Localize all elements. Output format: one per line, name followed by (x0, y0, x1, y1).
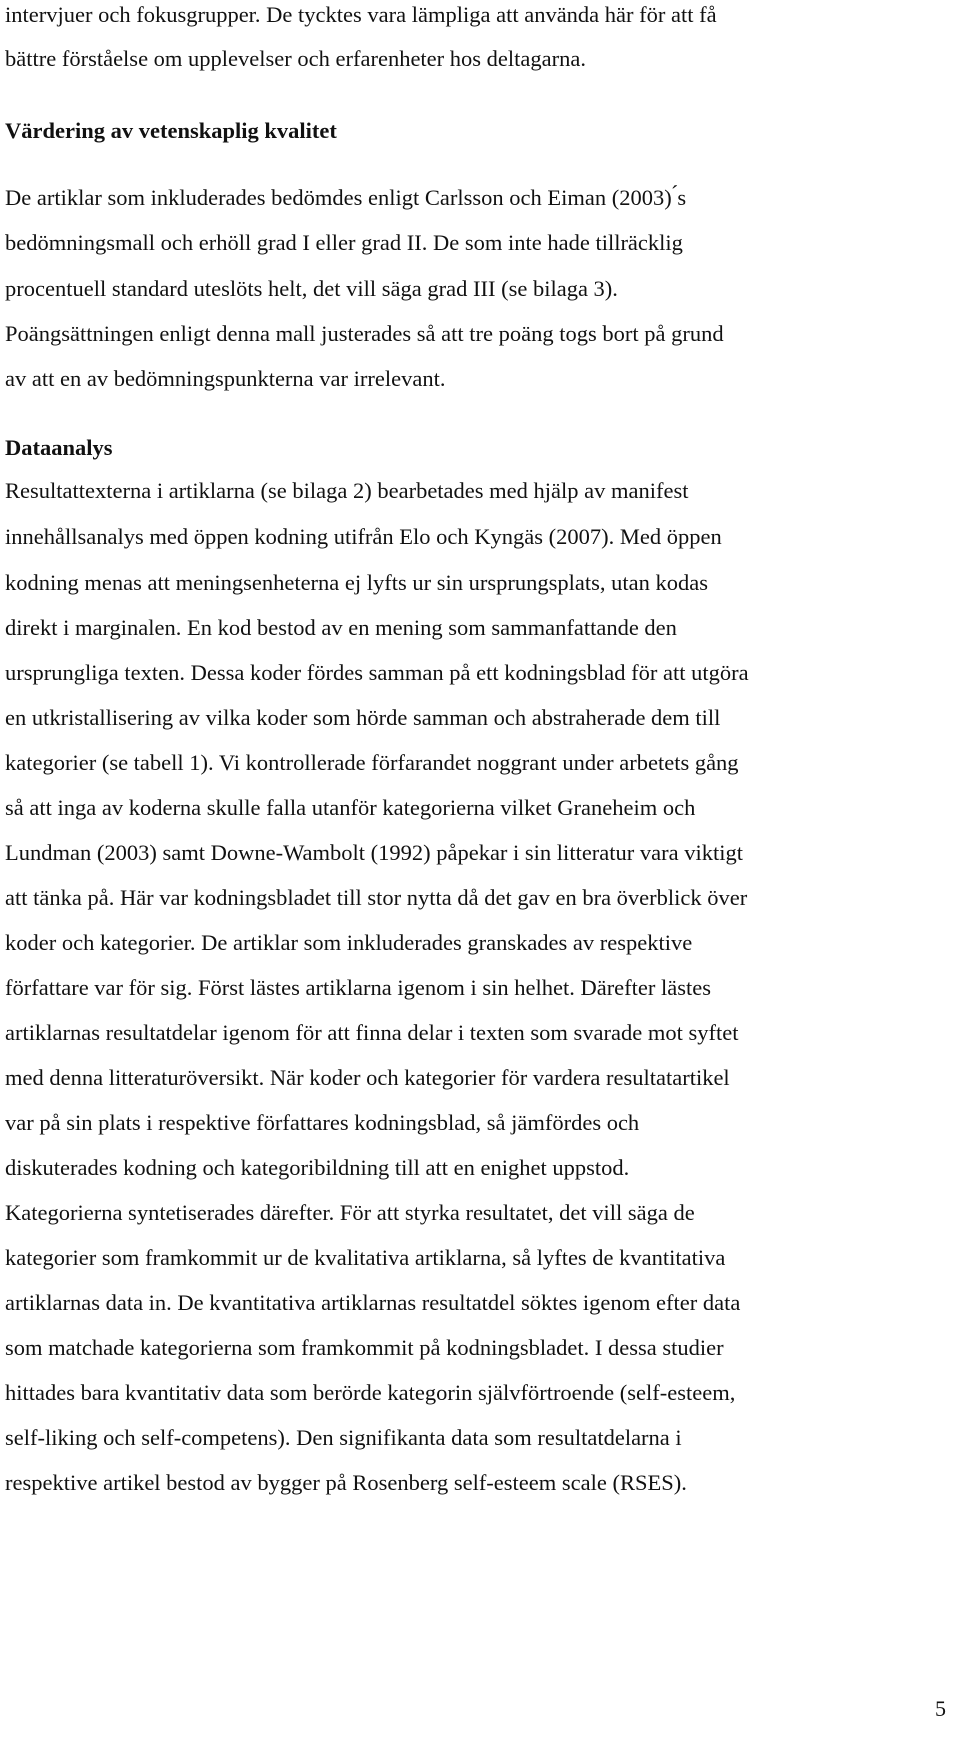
quality-line-5: av att en av bedömningspunkterna var irrelevant. (5, 366, 446, 391)
intro-line-2: bättre förståelse om upplevelser och erfarenheter hos deltagarna. (5, 46, 586, 71)
section-heading-analysis: Dataanalys (5, 435, 113, 460)
analysis-line-10: att tänka på. Här var kodningsbladet till stor nytta då det gav en bra överblick över (5, 885, 748, 910)
page-number: 5 (935, 1696, 946, 1721)
analysis-line-15: var på sin plats i respektive författares kodningsblad, så jämfördes och (5, 1110, 640, 1135)
analysis-line-18: kategorier som framkommit ur de kvalitativa artiklarna, så lyftes de kvantitativa (5, 1245, 726, 1270)
analysis-line-23: respektive artikel bestod av bygger på Rosenberg self-esteem scale (RSES). (5, 1470, 687, 1495)
analysis-line-13: artiklarnas resultatdelar igenom för att finna delar i texten som svarade mot syftet (5, 1020, 739, 1045)
intro-line-1: intervjuer och fokusgrupper. De tycktes vara lämpliga att använda här för att få (5, 2, 717, 27)
quality-line-3: procentuell standard uteslöts helt, det vill säga grad III (se bilaga 3). (5, 276, 618, 301)
analysis-line-17: Kategorierna syntetiserades därefter. För att styrka resultatet, det vill säga de (5, 1200, 695, 1225)
quality-line-4: Poängsättningen enligt denna mall justerades så att tre poäng togs bort på grund (5, 321, 724, 346)
analysis-line-12: författare var för sig. Först lästes artiklarna igenom i sin helhet. Därefter lästes (5, 975, 712, 1000)
analysis-line-7: kategorier (se tabell 1). Vi kontrollerade förfarandet noggrant under arbetets gång (5, 750, 739, 775)
analysis-line-8: så att inga av koderna skulle falla utanför kategorierna vilket Graneheim och (5, 795, 696, 820)
analysis-line-14: med denna litteraturöversikt. När koder och kategorier för vardera resultatartikel (5, 1065, 730, 1090)
analysis-line-11: koder och kategorier. De artiklar som inkluderades granskades av respektive (5, 930, 693, 955)
analysis-line-20: som matchade kategorierna som framkommit på kodningsbladet. I dessa studier (5, 1335, 724, 1360)
analysis-line-21: hittades bara kvantitativ data som berörde kategorin självförtroende (self-esteem, (5, 1380, 736, 1405)
analysis-line-3: kodning menas att meningsenheterna ej lyfts ur sin ursprungsplats, utan kodas (5, 570, 708, 595)
analysis-line-9: Lundman (2003) samt Downe-Wambolt (1992) påpekar i sin litteratur vara viktigt (5, 840, 743, 865)
analysis-line-2: innehållsanalys med öppen kodning utifrån Elo och Kyngäs (2007). Med öppen (5, 524, 722, 549)
analysis-line-1: Resultattexterna i artiklarna (se bilaga 2) bearbetades med hjälp av manifest (5, 478, 689, 503)
analysis-line-22: self-liking och self-competens). Den signifikanta data som resultatdelarna i (5, 1425, 682, 1450)
analysis-line-16: diskuterades kodning och kategoribildning till att en enighet uppstod. (5, 1155, 630, 1180)
analysis-line-19: artiklarnas data in. De kvantitativa artiklarnas resultatdel söktes igenom efter data (5, 1290, 741, 1315)
quality-line-1: De artiklar som inkluderades bedömdes enligt Carlsson och Eiman (2003) ́s (5, 185, 687, 210)
quality-line-2: bedömningsmall och erhöll grad I eller grad II. De som inte hade tillräcklig (5, 230, 683, 255)
analysis-line-5: ursprungliga texten. Dessa koder fördes samman på ett kodningsblad för att utgöra (5, 660, 749, 685)
section-heading-quality: Värdering av vetenskaplig kvalitet (5, 118, 337, 143)
analysis-line-4: direkt i marginalen. En kod bestod av en mening som sammanfattande den (5, 615, 677, 640)
analysis-line-6: en utkristallisering av vilka koder som hörde samman och abstraherade dem till (5, 705, 721, 730)
